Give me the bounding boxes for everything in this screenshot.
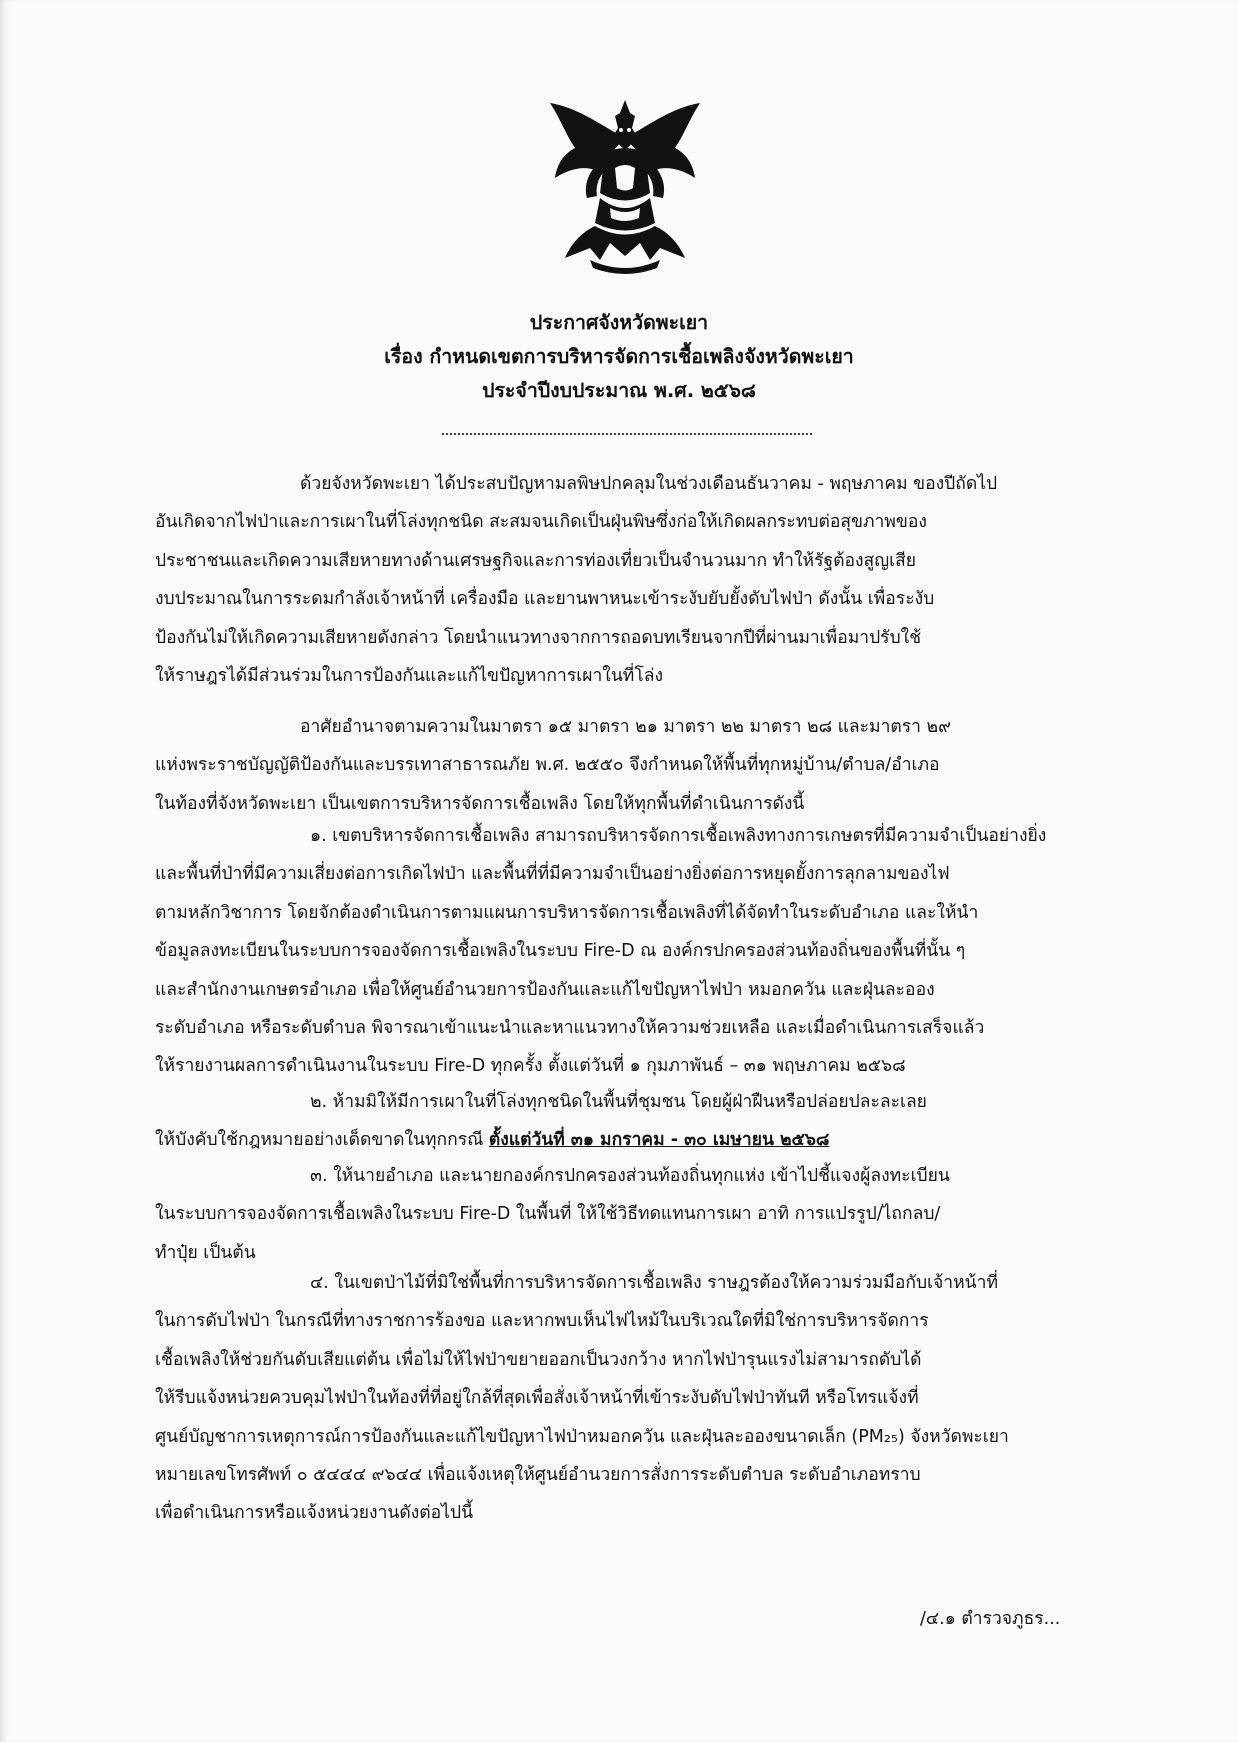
- item-1: [155, 817, 1095, 1086]
- paragraph-line: ๓. ให้นายอำเภอ และนายกองค์กรปกครองส่วนท้องถิ่นทุกแห่ง เข้าไปชี้แจงผู้ลงทะเบียน: [310, 1166, 950, 1186]
- item-4: [155, 1264, 1095, 1533]
- paragraph-line: ๒. ห้ามมิให้มีการเผาในที่โล่งทุกชนิดในพื้นที่ชุมชน โดยผู้ฝ่าฝืนหรือปล่อยปละละเลย: [310, 1092, 927, 1112]
- header-line-1: ประกาศจังหวัดพะเยา: [529, 311, 709, 334]
- paragraph-line: ในระบบการจองจัดการเชื้อเพลิงในระบบ Fire-D ในพื้นที่ ให้ใช้วิธีทดแทนการเผา อาทิ การแปรรูป/ไถกลบ/: [155, 1204, 941, 1225]
- item-3: [155, 1157, 1095, 1272]
- paragraph-line: ศูนย์บัญชาการเหตุการณ์การป้องกันและแก้ไขปัญหาไฟป่าหมอกควัน และฝุ่นละอองขนาดเล็ก (PM₂₅) จังหวัดพะเยา: [155, 1426, 1009, 1447]
- paragraph-line: และสำนักงานเกษตรอำเภอ เพื่อให้ศูนย์อำนวยการป้องกันและแก้ไขปัญหาไฟป่า หมอกควัน และฝุ่นละออง: [155, 979, 935, 1000]
- paragraph-line: หมายเลขโทรศัพท์ ๐ ๕๔๔๔ ๙๖๔๔ เพื่อแจ้งเหตุให้ศูนย์อำนวยการสั่งการระดับตำบล ระดับอำเภอทราบ: [155, 1464, 921, 1485]
- paragraph-line: งบประมาณในการระดมกำลังเจ้าหน้าที่ เครื่องมือ และยานพาหนะเข้าระงับยับยั้งดับไฟป่า ดังนั้น เพื่อระงับ: [155, 589, 935, 610]
- garuda-emblem-icon: [535, 98, 715, 278]
- header-line-3: ประจำปีงบประมาณ พ.ศ. ๒๕๖๘: [482, 379, 756, 402]
- paragraph-line: ประชาชนและเกิดความเสียหายทางด้านเศรษฐกิจและการท่องเที่ยวเป็นจำนวนมาก ทำให้รัฐต้องสูญเสีย: [155, 550, 917, 571]
- paragraph-line: ให้รีบแจ้งหน่วยควบคุมไฟป่าในท้องที่ที่อยู่ใกล้ที่สุดเพื่อสั่งเจ้าหน้าที่เข้าระงับดับไฟป่าทันที หรือโทรแจ้งที่: [155, 1388, 919, 1409]
- dotted-separator: [442, 433, 812, 435]
- header-line-2: เรื่อง กำหนดเขตการบริหารจัดการเชื้อเพลิงจังหวัดพะเยา: [384, 345, 854, 368]
- paragraph-line: ทำปุ๋ย เป็นต้น: [155, 1242, 256, 1263]
- paragraph-line: ให้ราษฎรได้มีส่วนร่วมในการป้องกันและแก้ไขปัญหาการเผาในที่โล่ง: [155, 665, 663, 686]
- paragraph-line: ตามหลักวิชาการ โดยจักต้องดำเนินการตามแผนการบริหารจัดการเชื้อเพลิงที่ได้จัดทำในระดับอำเภอ และให้นำ: [155, 902, 979, 923]
- paragraph-line: [155, 1121, 1095, 1159]
- paragraph-1: [155, 465, 1095, 695]
- item-2: [155, 1083, 1095, 1160]
- paragraph-line: ๑. เขตบริหารจัดการเชื้อเพลิง สามารถบริหารจัดการเชื้อเพลิงทางการเกษตรที่มีความจำเป็นอย่างยิ่ง: [310, 826, 1047, 846]
- ban-period-underlined: ตั้งแต่วันที่ ๓๑ มกราคม - ๓๐ เมษายน ๒๕๖๘: [488, 1130, 830, 1151]
- continuation-note: /๔.๑ ตำรวจภูธร...: [920, 1609, 1061, 1629]
- paragraph-line: ระดับอำเภอ หรือระดับตำบล พิจารณาเข้าแนะนำและหาแนวทางให้ความช่วยเหลือ และเมื่อดำเนินการเสร็จแล้ว: [155, 1017, 985, 1038]
- paragraph-line: แห่งพระราชบัญญัติป้องกันและบรรเทาสาธารณภัย พ.ศ. ๒๕๕๐ จึงกำหนดให้พื้นที่ทุกหมู่บ้าน/ตำบล/อำเภอ: [155, 755, 940, 776]
- paragraph-line: เพื่อดำเนินการหรือแจ้งหน่วยงานดังต่อไปนี้: [155, 1503, 474, 1524]
- paragraph-line: ข้อมูลลงทะเบียนในระบบการจองจัดการเชื้อเพลิงในระบบ Fire-D ณ องค์กรปกครองส่วนท้องถิ่นของพื้นที่นั้น ๆ: [155, 941, 966, 962]
- paragraph-line: อาศัยอำนาจตามความในมาตรา ๑๕ มาตรา ๒๑ มาตรา ๒๒ มาตรา ๒๘ และมาตรา ๒๙: [300, 717, 951, 737]
- announcement-header: [0, 306, 1238, 408]
- paragraph-line: อันเกิดจากไฟป่าและการเผาในที่โล่งทุกชนิด สะสมจนเกิดเป็นฝุ่นพิษซึ่งก่อให้เกิดผลกระทบต่อสุขภาพของ: [155, 512, 927, 533]
- paragraph-line: ให้รายงานผลการดำเนินงานในระบบ Fire-D ทุกครั้ง ตั้งแต่วันที่ ๑ กุมภาพันธ์ – ๓๑ พฤษภาคม ๒๕๖๘: [155, 1056, 906, 1077]
- paragraph-line: ในท้องที่จังหวัดพะเยา เป็นเขตการบริหารจัดการเชื้อเพลิง โดยให้ทุกพื้นที่ดำเนินการดังนี้: [155, 793, 805, 814]
- paragraph-line: ในการดับไฟป่า ในกรณีที่ทางราชการร้องขอ และหากพบเห็นไฟไหม้ในบริเวณใดที่มิใช่การบริหารจัดการ: [155, 1311, 929, 1332]
- item-2-prefix: ให้บังคับใช้กฎหมายอย่างเด็ดขาดในทุกกรณี: [155, 1130, 489, 1151]
- paragraph-line: และพื้นที่ป่าที่มีความเสี่ยงต่อการเกิดไฟป่า และพื้นที่ที่มีความจำเป็นอย่างยิ่งต่อการหยุดยั้งการลุกลามของไฟ: [155, 864, 950, 885]
- paragraph-line: ๔. ในเขตป่าไม้ที่มิใช่พื้นที่การบริหารจัดการเชื้อเพลิง ราษฎรต้องให้ความร่วมมือกับเจ้าหน้าที่: [310, 1273, 998, 1293]
- paragraph-line: ด้วยจังหวัดพะเยา ได้ประสบปัญหามลพิษปกคลุมในช่วงเดือนธันวาคม - พฤษภาคม ของปีถัดไป: [300, 474, 998, 494]
- paragraph-line: ป้องกันไม่ให้เกิดความเสียหายดังกล่าว โดยนำแนวทางจากการถอดบทเรียนจากปีที่ผ่านมาเพื่อมาปรับใช้: [155, 627, 922, 648]
- paragraph-2: [155, 708, 1095, 823]
- paragraph-line: เชื้อเพลิงให้ช่วยกันดับเสียแต่ต้น เพื่อไม่ให้ไฟป่าขยายออกเป็นวงกว้าง หากไฟป่ารุนแรงไม่สามารถดับได้: [155, 1349, 922, 1370]
